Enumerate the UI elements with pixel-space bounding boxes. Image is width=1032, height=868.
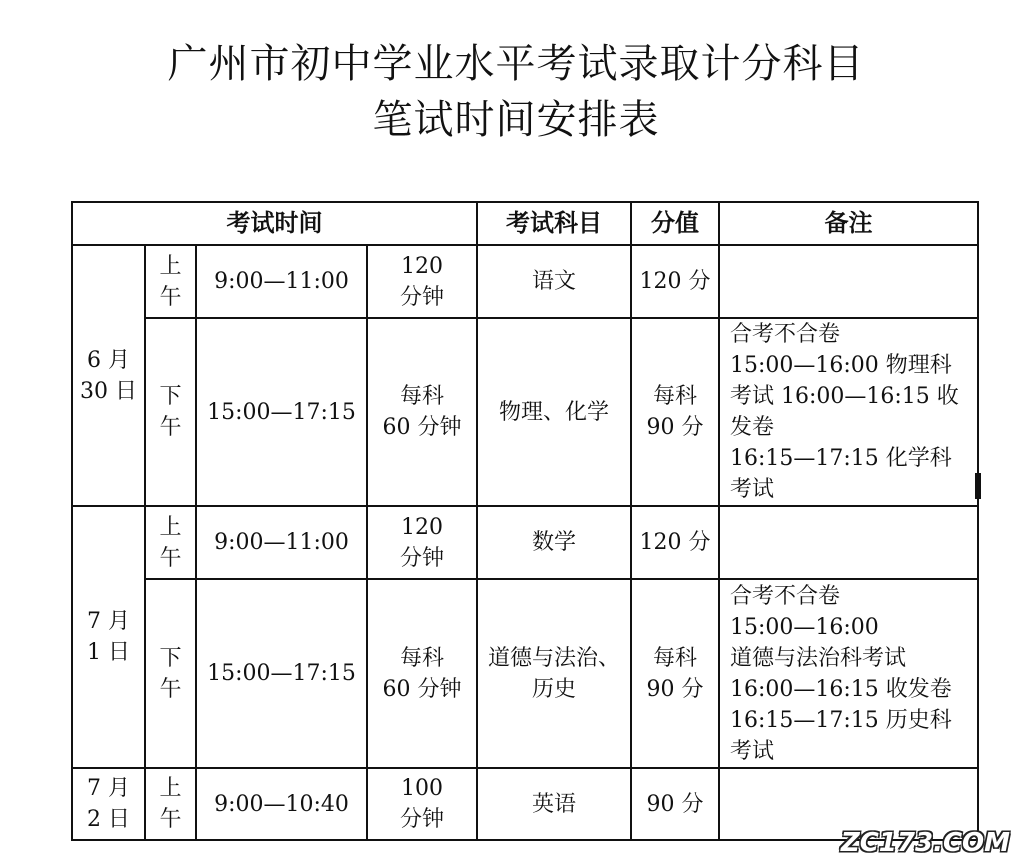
page-subtitle: 笔试时间安排表 (372, 97, 660, 143)
time-cell: 9:00—11:00 (196, 245, 367, 318)
duration-cell: 每科 60 分钟 (367, 318, 477, 506)
time-cell: 9:00—10:40 (196, 768, 367, 840)
note-cell: 合考不合卷 15:00—16:00 道德与法治科考试 16:00—16:15 收发卷 16:15—17:15 历史科考试 (719, 579, 978, 768)
score-cell: 每科 90 分 (631, 318, 719, 506)
score-cell: 90 分 (631, 768, 719, 840)
time-cell: 9:00—11:00 (196, 506, 367, 579)
subject-cell: 语文 (477, 245, 631, 318)
date-cell: 7 月 1 日 (72, 506, 145, 768)
table-row (72, 506, 978, 579)
note-cell: 合考不合卷 15:00—16:00 物理科考试 16:00—16:15 收发卷 16:15—17:15 化学科考试 (719, 318, 978, 506)
watermark: ZC173.COM (840, 828, 1010, 858)
duration-cell: 每科 60 分钟 (367, 579, 477, 768)
table-header-row (72, 202, 978, 245)
duration-cell: 100 分钟 (367, 768, 477, 840)
period-cell: 上 午 (145, 506, 196, 579)
duration-cell: 120 分钟 (367, 245, 477, 318)
table-row (72, 245, 978, 318)
score-cell: 每科 90 分 (631, 579, 719, 768)
period-cell: 上 午 (145, 245, 196, 318)
duration-cell: 120 分钟 (367, 506, 477, 579)
header-time: 考试时间 (72, 202, 477, 245)
period-cell: 上 午 (145, 768, 196, 840)
note-cell (719, 245, 978, 318)
exam-schedule-table (71, 201, 979, 841)
subject-cell: 道德与法治、 历史 (477, 579, 631, 768)
note-cell (719, 506, 978, 579)
subject-cell: 物理、化学 (477, 318, 631, 506)
table-row (72, 579, 978, 768)
time-cell: 15:00—17:15 (196, 318, 367, 506)
score-cell: 120 分 (631, 506, 719, 579)
date-cell: 6 月 30 日 (72, 245, 145, 506)
time-cell: 15:00—17:15 (196, 579, 367, 768)
margin-mark (975, 473, 981, 499)
header-subject: 考试科目 (477, 202, 631, 245)
date-cell: 7 月 2 日 (72, 768, 145, 840)
subject-cell: 数学 (477, 506, 631, 579)
subject-cell: 英语 (477, 768, 631, 840)
table-row (72, 318, 978, 506)
header-score: 分值 (631, 202, 719, 245)
period-cell: 下 午 (145, 579, 196, 768)
page-title: 广州市初中学业水平考试录取计分科目 (167, 41, 865, 87)
header-note: 备注 (719, 202, 978, 245)
score-cell: 120 分 (631, 245, 719, 318)
period-cell: 下 午 (145, 318, 196, 506)
